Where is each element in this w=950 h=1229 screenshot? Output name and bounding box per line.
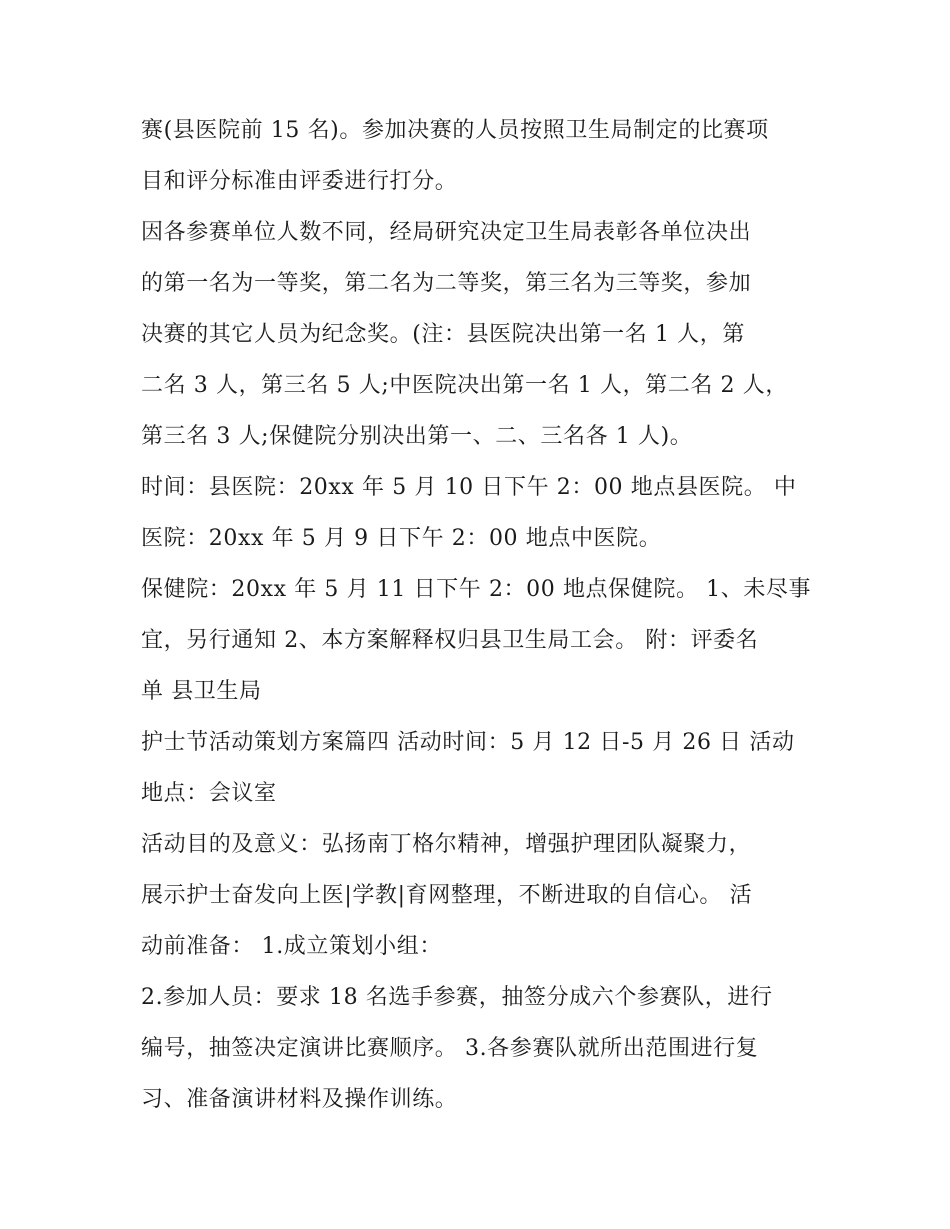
document-body	[141, 105, 821, 1125]
text-line: 习、准备演讲材料及操作训练。	[141, 1087, 458, 1112]
text-line: 单 县卫生局	[141, 679, 262, 704]
text-line: 目和评分标准由评委进行打分。	[141, 169, 458, 194]
text-line: 活动目的及意义：弘扬南丁格尔精神，增强护理团队凝聚力，	[141, 832, 752, 857]
text-line: 因各参赛单位人数不同，经局研究决定卫生局表彰各单位决出	[141, 220, 752, 245]
text-line: 保健院：20xx 年 5 月 11 日下午 2：00 地点保健院。 1、未尽事	[141, 577, 812, 602]
text-line: 医院：20xx 年 5 月 9 日下午 2：00 地点中医院。	[141, 526, 662, 551]
text-line: 护士节活动策划方案篇四 活动时间：5 月 12 日-5 月 26 日 活动	[141, 730, 795, 755]
text-line: 二名 3 人，第三名 5 人;中医院决出第一名 1 人，第二名 2 人，	[141, 373, 788, 398]
text-line: 地点：会议室	[141, 781, 277, 806]
text-line: 决赛的其它人员为纪念奖。(注：县医院决出第一名 1 人，第	[141, 322, 745, 347]
text-line: 展示护士奋发向上医|学教|育网整理，不断进取的自信心。 活	[141, 883, 753, 908]
text-line: 的第一名为一等奖，第二名为二等奖，第三名为三等奖，参加	[141, 271, 752, 296]
text-line: 宜，另行通知 2、本方案解释权归县卫生局工会。 附：评委名	[141, 628, 759, 653]
text-line: 动前准备： 1.成立策划小组：	[141, 934, 442, 959]
text-line: 编号，抽签决定演讲比赛顺序。 3.各参赛队就所出范围进行复	[141, 1036, 759, 1061]
text-line: 第三名 3 人;保健院分别决出第一、二、三名各 1 人)。	[141, 424, 693, 449]
text-line: 赛(县医院前 15 名)。参加决赛的人员按照卫生局制定的比赛项	[141, 118, 769, 143]
text-line: 时间：县医院：20xx 年 5 月 10 日下午 2：00 地点县医院。 中	[141, 475, 797, 500]
text-line: 2.参加人员：要求 18 名选手参赛，抽签分成六个参赛队，进行	[141, 985, 773, 1010]
